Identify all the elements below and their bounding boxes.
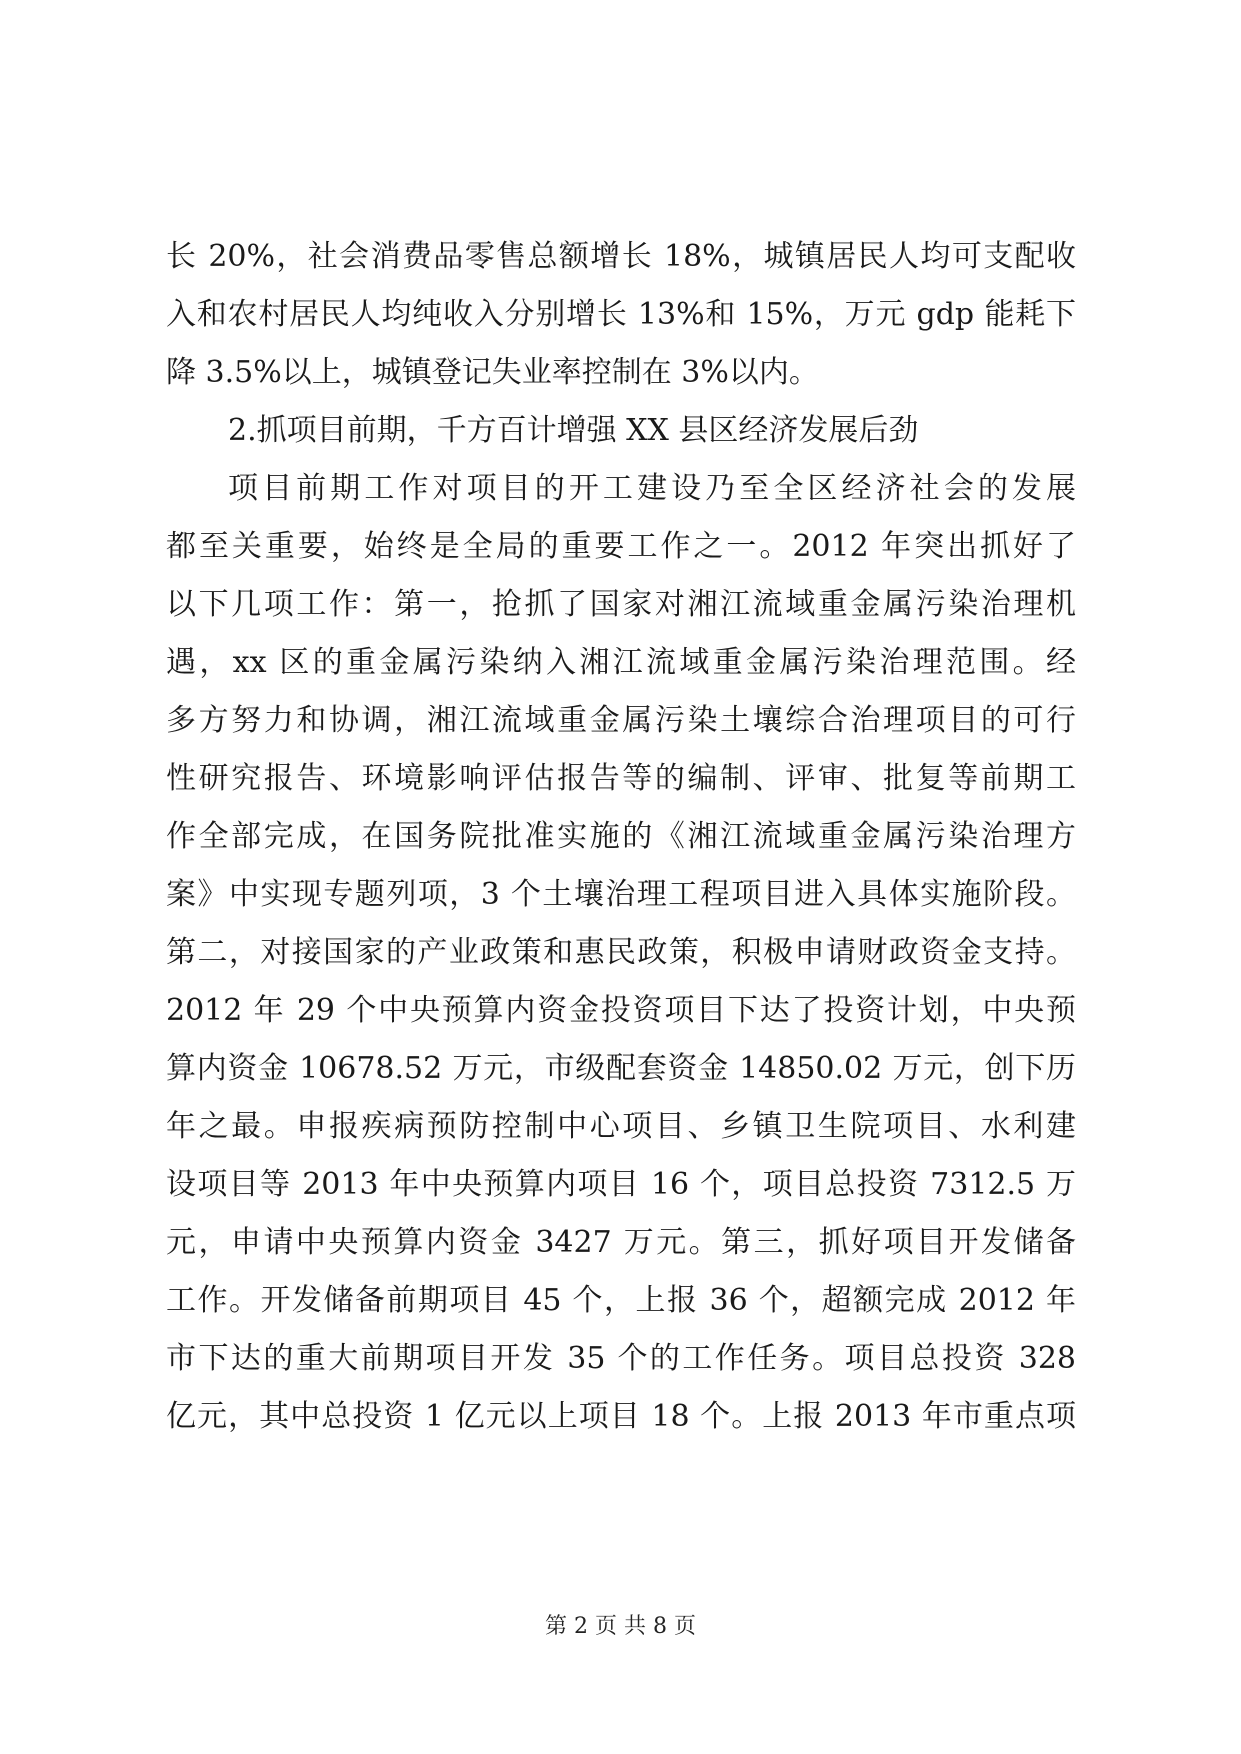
text-line: 以下几项工作：第一，抢抓了国家对湘江流域重金属污染治理机	[166, 587, 1076, 622]
text-line: 性研究报告、环境影响评估报告等的编制、评审、批复等前期工	[166, 761, 1076, 796]
text-line: 市下达的重大前期项目开发 35 个的工作任务。项目总投资 328	[166, 1341, 1076, 1376]
text-line: 设项目等 2013 年中央预算内项目 16 个，项目总投资 7312.5 万	[166, 1167, 1076, 1202]
text-line: 亿元，其中总投资 1 亿元以上项目 18 个。上报 2013 年市重点项	[166, 1399, 1076, 1434]
text-line: 降 3.5%以上，城镇登记失业率控制在 3%以内。	[166, 355, 819, 390]
text-line: 入和农村居民人均纯收入分别增长 13%和 15%，万元 gdp 能耗下	[166, 297, 1076, 332]
text-line: 算内资金 10678.52 万元，市级配套资金 14850.02 万元，创下历	[166, 1051, 1076, 1086]
text-line: 年之最。申报疾病预防控制中心项目、乡镇卫生院项目、水利建	[166, 1109, 1076, 1144]
text-line: 2012 年 29 个中央预算内资金投资项目下达了投资计划，中央预	[166, 993, 1076, 1028]
text-line: 长 20%，社会消费品零售总额增长 18%，城镇居民人均可支配收	[166, 239, 1076, 274]
text-line: 案》中实现专题列项，3 个土壤治理工程项目进入具体实施阶段。	[166, 877, 1076, 912]
text-line: 作全部完成，在国务院批准实施的《湘江流域重金属污染治理方	[166, 819, 1076, 854]
page-footer: 第 2 页 共 8 页	[545, 1614, 696, 1639]
text-line: 遇，xx 区的重金属污染纳入湘江流域重金属污染治理范围。经	[166, 645, 1076, 680]
body-text	[166, 228, 1076, 1446]
text-line: 工作。开发储备前期项目 45 个，上报 36 个，超额完成 2012 年	[166, 1283, 1076, 1318]
text-line: 都至关重要，始终是全局的重要工作之一。2012 年突出抓好了	[166, 529, 1076, 564]
text-line: 多方努力和协调，湘江流域重金属污染土壤综合治理项目的可行	[166, 703, 1076, 738]
text-line: 第二，对接国家的产业政策和惠民政策，积极申请财政资金支持。	[166, 935, 1076, 970]
text-line: 元，申请中央预算内资金 3427 万元。第三，抓好项目开发储备	[166, 1225, 1076, 1260]
text-line: 2.抓项目前期，千方百计增强 XX 县区经济发展后劲	[228, 413, 919, 448]
text-line: 项目前期工作对项目的开工建设乃至全区经济社会的发展	[228, 471, 1076, 506]
